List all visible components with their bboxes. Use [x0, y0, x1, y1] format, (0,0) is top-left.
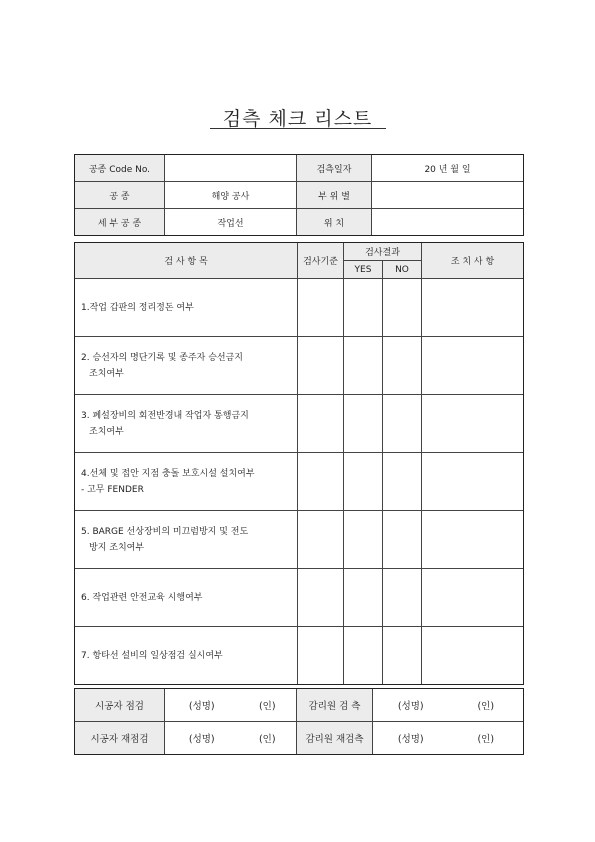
item-line-1: 7. 항타선 설비의 일상점검 실시여부	[81, 650, 223, 661]
checklist-item	[75, 627, 298, 685]
criteria-cell[interactable]	[298, 279, 344, 337]
item-line-1: 6. 작업관련 안전교육 시행여부	[81, 592, 203, 603]
checklist-row	[75, 511, 524, 569]
no-cell[interactable]	[383, 395, 422, 453]
no-cell[interactable]	[383, 569, 422, 627]
item-line-1: 5. BARGE 선상장비의 미끄럼방지 및 전도	[81, 526, 249, 537]
item-line-1: 4.선체 및 접안 지점 충돌 보호시설 설치여부	[81, 468, 255, 479]
checklist-row	[75, 337, 524, 395]
checklist-table	[74, 242, 524, 685]
header-item: 검 사 항 목	[75, 243, 298, 279]
checklist-row	[75, 279, 524, 337]
item-line-2: - 고무 FENDER	[81, 484, 144, 495]
label-supervisor-inspection: 감리원 검 측	[297, 689, 373, 722]
name-field-supervisor[interactable]: (성명)	[373, 689, 449, 722]
info-table	[74, 154, 524, 236]
info-label-code: 공종 Code No.	[75, 155, 165, 182]
info-value-sub-type[interactable]: 작업선	[165, 209, 297, 236]
checklist-item	[75, 279, 298, 337]
yes-cell[interactable]	[344, 511, 383, 569]
checklist-item	[75, 453, 298, 511]
seal-field-supervisor[interactable]: (인)	[449, 689, 524, 722]
action-cell[interactable]	[422, 453, 524, 511]
info-label-work-type: 공 종	[75, 182, 165, 209]
info-value-part[interactable]	[372, 182, 524, 209]
checklist-row	[75, 395, 524, 453]
info-value-code[interactable]	[165, 155, 297, 182]
criteria-cell[interactable]	[298, 453, 344, 511]
action-cell[interactable]	[422, 395, 524, 453]
label-contractor-reinspection: 시공자 재점검	[75, 722, 165, 755]
criteria-cell[interactable]	[298, 627, 344, 685]
name-field-contractor[interactable]: (성명)	[165, 689, 239, 722]
header-yes: YES	[344, 261, 383, 279]
signature-table	[74, 688, 524, 755]
yes-cell[interactable]	[344, 453, 383, 511]
action-cell[interactable]	[422, 279, 524, 337]
checklist-item	[75, 569, 298, 627]
info-label-location: 위 치	[297, 209, 372, 236]
no-cell[interactable]	[383, 453, 422, 511]
yes-cell[interactable]	[344, 395, 383, 453]
page-title: 검측 체크 리스트	[222, 108, 373, 130]
header-action: 조 치 사 항	[422, 243, 524, 279]
info-label-sub-type: 세 부 공 종	[75, 209, 165, 236]
no-cell[interactable]	[383, 279, 422, 337]
info-label-date: 검측일자	[297, 155, 372, 182]
checklist-item	[75, 337, 298, 395]
no-cell[interactable]	[383, 337, 422, 395]
info-value-location[interactable]	[372, 209, 524, 236]
action-cell[interactable]	[422, 337, 524, 395]
item-line-1: 2. 승선자의 명단기록 및 종주자 승선금지	[81, 352, 243, 363]
header-criteria: 검사기준	[298, 243, 344, 279]
info-value-date[interactable]: 20 년 월 일	[372, 155, 524, 182]
item-line-1: 3. 폐설장비의 회전반경내 작업자 통행금지	[81, 410, 249, 421]
seal-field-contractor-re[interactable]: (인)	[239, 722, 297, 755]
item-line-2: 조치여부	[89, 426, 124, 437]
name-field-contractor-re[interactable]: (성명)	[165, 722, 239, 755]
item-line-2: 조치여부	[89, 368, 124, 379]
seal-field-supervisor-re[interactable]: (인)	[449, 722, 524, 755]
checklist-row	[75, 569, 524, 627]
action-cell[interactable]	[422, 627, 524, 685]
label-contractor-inspection: 시공자 점검	[75, 689, 165, 722]
yes-cell[interactable]	[344, 569, 383, 627]
yes-cell[interactable]	[344, 279, 383, 337]
yes-cell[interactable]	[344, 627, 383, 685]
checklist-item	[75, 395, 298, 453]
header-no: NO	[383, 261, 422, 279]
no-cell[interactable]	[383, 627, 422, 685]
criteria-cell[interactable]	[298, 511, 344, 569]
checklist-row	[75, 453, 524, 511]
criteria-cell[interactable]	[298, 569, 344, 627]
info-value-work-type[interactable]: 해양 공사	[165, 182, 297, 209]
action-cell[interactable]	[422, 511, 524, 569]
action-cell[interactable]	[422, 569, 524, 627]
name-field-supervisor-re[interactable]: (성명)	[373, 722, 449, 755]
label-supervisor-reinspection: 감리원 재검측	[297, 722, 373, 755]
checklist-row	[75, 627, 524, 685]
item-line-1: 1.작업 갑판의 정리정돈 여부	[81, 302, 194, 313]
checklist-item	[75, 511, 298, 569]
criteria-cell[interactable]	[298, 395, 344, 453]
no-cell[interactable]	[383, 511, 422, 569]
yes-cell[interactable]	[344, 337, 383, 395]
info-label-part: 부 위 별	[297, 182, 372, 209]
title-underline	[210, 128, 386, 129]
item-line-2: 방지 조치여부	[89, 542, 145, 553]
criteria-cell[interactable]	[298, 337, 344, 395]
header-result: 검사결과	[344, 243, 422, 261]
seal-field-contractor[interactable]: (인)	[239, 689, 297, 722]
